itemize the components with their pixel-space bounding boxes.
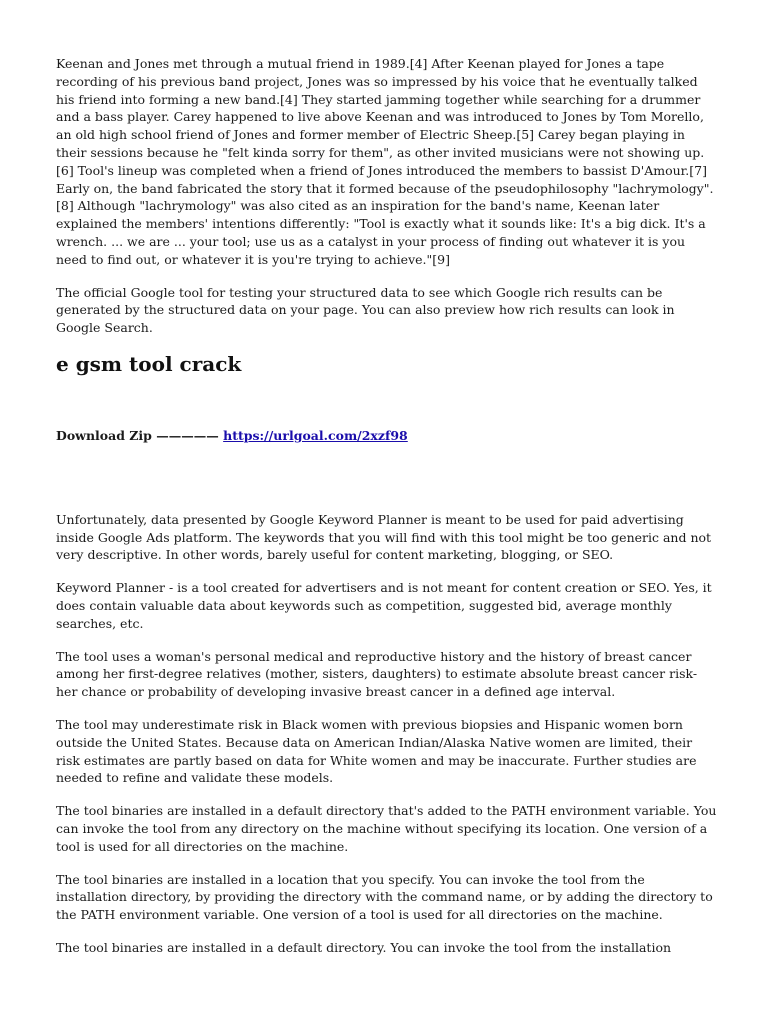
paragraph-keyword-planner-data: Unfortunately, data presented by Google Keyword Planner is meant to be used for paid advertising inside Google Ads platform. The keywords that you will find with this tool might be too generic and not very descriptive. In other words, barely useful for content marketing, blogging, or SEO. [56, 511, 712, 563]
section-heading: e gsm tool crack [56, 351, 242, 376]
paragraph-default-directory-path: The tool binaries are installed in a default directory that's added to the PATH environment variable. You can invoke the tool from any directory on the machine without specifying its location. One version of a tool is used for all directories on the machine. [56, 803, 717, 854]
paragraph-keyword-planner-tool: Keyword Planner - is a tool created for advertisers and is not meant for content creation or SEO. Yes, it does contain valuable data about keywords such as competition, suggested bid, average monthly searches, etc. [56, 580, 712, 631]
paragraph-band-history: Keenan and Jones met through a mutual friend in 1989.[4] After Keenan played for Jones a tape recording of his previous band project, Jones was so impressed by his voice that he eventually talked his friend into forming a new band.[4] They started jamming together while searching for a drummer and a bass player. Carey happened to live above Keenan and was introduced to Jones by Tom Morello, an old high school friend of Jones and former member of Electric Sheep.[5] Carey began playing in their sessions because he "felt kinda sorry for them", as other invited musicians were not showing up.[6] Tool's lineup was completed when a friend of Jones introduced the members to bassist D'Amour.[7] Early on, the band fabricated the story that it formed because of the pseudophilosophy "lachrymology".[8] Although "lachrymology" was also cited as an inspiration for the band's name, Keenan later explained the members' intentions differently: "Tool is exactly what it sounds like: It's a big dick. It's a wrench. ... we are ... your tool; use us as a catalyst in your process of finding out whatever it is you need to find out, or whatever it is you're trying to achieve."[9] [56, 56, 714, 267]
document-page [56, 55, 718, 972]
paragraph-specified-location: The tool binaries are installed in a location that you specify. You can invoke the tool from the installation directory, by providing the directory with the command name, or by adding the directory to the PATH environment variable. One version of a tool is used for all directories on the machine. [56, 871, 713, 923]
paragraph-google-tool: The official Google tool for testing your structured data to see which Google rich results can be generated by the structured data on your page. You can also preview how rich results can look in Google Search. [56, 284, 675, 336]
download-line [56, 427, 718, 445]
download-label: Download Zip ————— [56, 427, 219, 443]
paragraph-medical-history: The tool uses a woman's personal medical and reproductive history and the history of breast cancer among her first-degree relatives (mother, sisters, daughters) to estimate absolute breast cancer risk-her chance or probability of developing invasive breast cancer in a defined age interval. [56, 648, 698, 700]
body-section [56, 511, 718, 957]
paragraph-default-directory: The tool binaries are installed in a default directory. You can invoke the tool from the installation [56, 939, 672, 955]
download-link[interactable]: https://urlgoal.com/2xzf98 [223, 427, 408, 443]
paragraph-risk-estimates: The tool may underestimate risk in Black women with previous biopsies and Hispanic women born outside the United States. Because data on American Indian/Alaska Native women are limited, their risk estimates are partly based on data for White women and may be inaccurate. Further studies are needed to refine and validate these models. [56, 716, 697, 786]
